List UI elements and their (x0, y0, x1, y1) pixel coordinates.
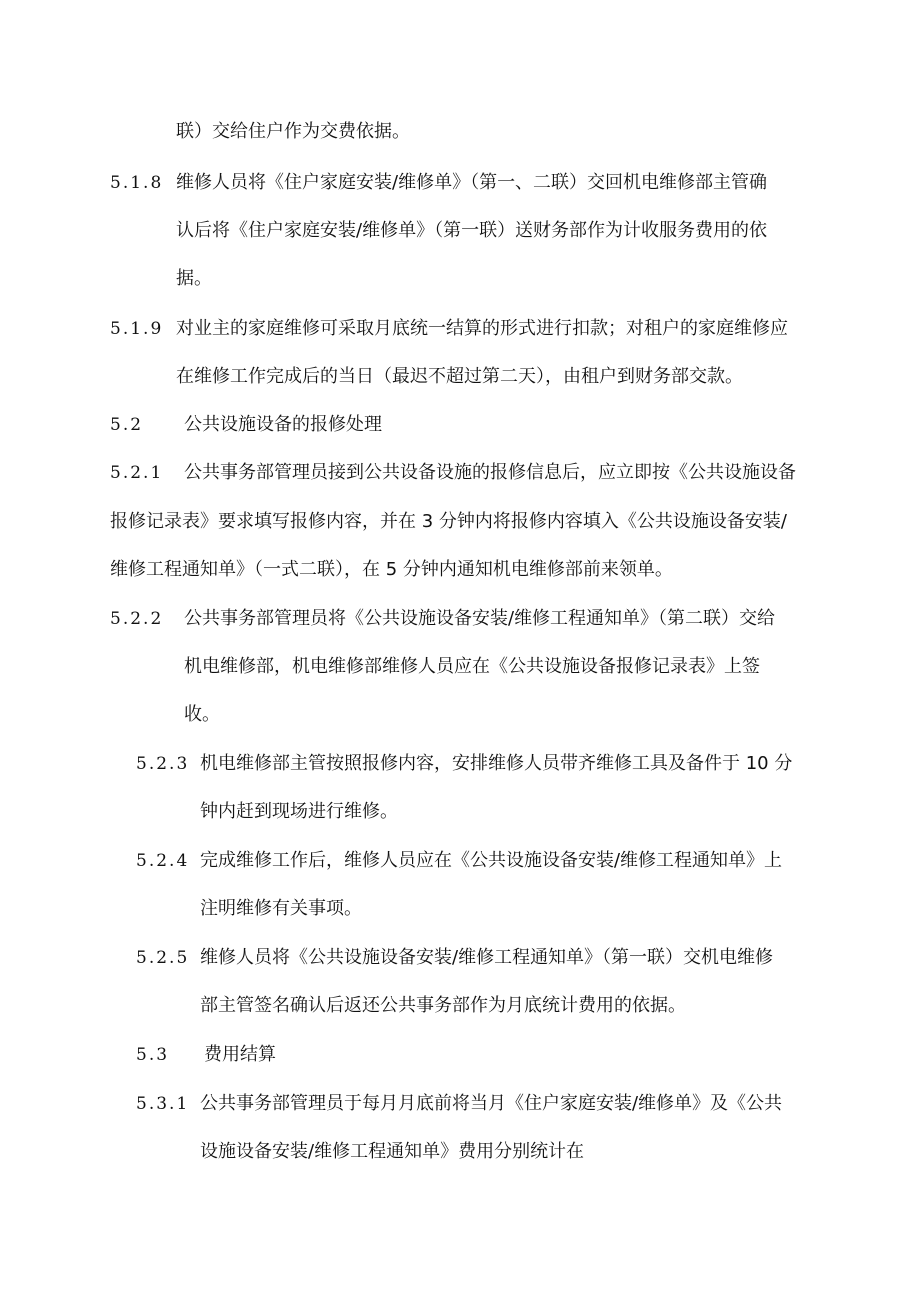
section-heading: 公共设施设备的报修处理 (184, 414, 382, 435)
clause-number: 5.2.1 (110, 463, 164, 483)
body-line: 机电维修部主管按照报修内容，安排维修人员带齐维修工具及备件于 10 分 (200, 753, 793, 774)
body-line: 设施设备安装/维修工程通知单》费用分别统计在 (200, 1141, 585, 1162)
body-line: 公共事务部管理员将《公共设施设备安装/维修工程通知单》（第二联）交给 (184, 608, 776, 629)
body-line: 报修记录表》要求填写报修内容，并在 3 分钟内将报修内容填入《公共设施设备安装/ (110, 511, 787, 532)
body-line: 在维修工作完成后的当日（最迟不超过第二天），由租户到财务部交款。 (176, 366, 743, 387)
body-line: 维修人员将《公共设施设备安装/维修工程通知单》（第一联）交机电维修 (200, 947, 774, 968)
section-heading: 费用结算 (204, 1044, 276, 1065)
body-line: 部主管签名确认后返还公共事务部作为月底统计费用的依据。 (200, 995, 686, 1016)
section-number: 5.2 (110, 415, 144, 435)
body-line: 维修人员将《住户家庭安装/维修单》（第一、二联）交回机电维修部主管确 (176, 172, 768, 193)
body-line: 维修工程通知单》（一式二联），在 5 分钟内通知机电维修部前来领单。 (110, 559, 673, 580)
body-line: 据。 (176, 268, 212, 289)
section-number: 5.3 (136, 1045, 170, 1065)
body-line: 联）交给住户作为交费依据。 (176, 121, 410, 142)
clause-number: 5.1.9 (110, 319, 164, 339)
body-line: 公共事务部管理员接到公共设备设施的报修信息后，应立即按《公共设施设备 (184, 462, 796, 483)
clause-number: 5.2.2 (110, 609, 164, 629)
clause-number: 5.2.3 (136, 754, 190, 774)
clause-number: 5.2.4 (136, 851, 190, 871)
body-line: 注明维修有关事项。 (200, 898, 362, 919)
body-line: 公共事务部管理员于每月月底前将当月《住户家庭安装/维修单》及《公共 (200, 1093, 783, 1114)
clause-number: 5.2.5 (136, 948, 190, 968)
body-line: 钟内赶到现场进行维修。 (200, 801, 398, 822)
body-line: 收。 (184, 704, 220, 725)
body-line: 认后将《住户家庭安装/维修单》（第一联）送财务部作为计收服务费用的依 (176, 220, 768, 241)
body-line: 对业主的家庭维修可采取月底统一结算的形式进行扣款；对租户的家庭维修应 (176, 318, 788, 339)
body-line: 完成维修工作后，维修人员应在《公共设施设备安装/维修工程通知单》上 (200, 850, 783, 871)
clause-number: 5.3.1 (136, 1094, 190, 1114)
body-line: 机电维修部，机电维修部维修人员应在《公共设施设备报修记录表》上签 (184, 656, 760, 677)
clause-number: 5.1.8 (110, 173, 164, 193)
